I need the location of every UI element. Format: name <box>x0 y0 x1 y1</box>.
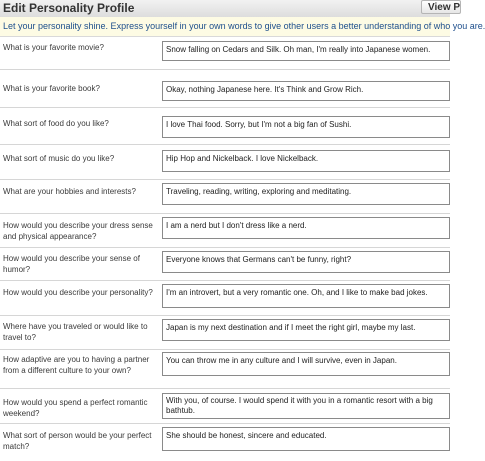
profile-row-travel <box>0 316 450 350</box>
question-label: How would you describe your personality? <box>3 288 153 297</box>
question-label: What sort of person would be your perfect match? <box>3 431 152 451</box>
profile-row-music <box>0 145 450 180</box>
profile-row-appearance <box>0 214 450 248</box>
favorite-music-input[interactable]: Hip Hop and Nickelback. I love Nickelback. <box>162 150 450 172</box>
favorite-movie-input[interactable]: Snow falling on Cedars and Silk. Oh man, I'm really into Japanese women. <box>162 41 450 61</box>
view-profile-button[interactable]: View P <box>421 0 461 14</box>
favorite-food-input[interactable]: I love Thai food. Sorry, but I'm not a big fan of Sushi. <box>162 116 450 138</box>
romantic-weekend-input[interactable]: With you, of course. I would spend it with you in a romantic resort with a big bathtub. <box>162 393 450 419</box>
travel-input[interactable]: Japan is my next destination and if I meet the right girl, maybe my last. <box>162 319 450 341</box>
intro-banner <box>0 17 485 37</box>
profile-row-match <box>0 424 450 461</box>
profile-row-hobbies <box>0 180 450 214</box>
favorite-book-input[interactable]: Okay, nothing Japanese here. It's Think and Grow Rich. <box>162 81 450 101</box>
question-label: How would you describe your sense of humor? <box>3 254 140 274</box>
profile-row-movie <box>0 37 450 70</box>
humor-input[interactable]: Everyone knows that Germans can't be funny, right? <box>162 251 450 273</box>
profile-row-book <box>0 70 450 108</box>
question-label: What is your favorite movie? <box>3 43 104 52</box>
intro-text: Let your personality shine. Express yourself in your own words to give other users a better understanding of who you are. <box>3 21 485 31</box>
profile-row-adaptive <box>0 350 450 389</box>
profile-row-weekend <box>0 389 450 424</box>
question-label: What are your hobbies and interests? <box>3 187 136 196</box>
question-label: What is your favorite book? <box>3 84 100 93</box>
question-label: How would you spend a perfect romantic weekend? <box>3 398 148 418</box>
page-title: Edit Personality Profile <box>3 1 135 15</box>
page-header <box>0 0 461 18</box>
profile-row-food <box>0 108 450 145</box>
adaptive-input[interactable]: You can throw me in any culture and I will survive, even in Japan. <box>162 352 450 376</box>
question-label: What sort of music do you like? <box>3 154 115 163</box>
question-label: Where have you traveled or would like to travel to? <box>3 322 148 342</box>
appearance-input[interactable]: I am a nerd but I don't dress like a nerd. <box>162 217 450 239</box>
perfect-match-input[interactable]: She should be honest, sincere and educated. <box>162 427 450 451</box>
personality-input[interactable]: I'm an introvert, but a very romantic one. Oh, and I like to make bad jokes. <box>162 284 450 308</box>
question-label: How would you describe your dress sense and physical appearance? <box>3 221 153 241</box>
profile-row-personality <box>0 281 450 316</box>
question-label: What sort of food do you like? <box>3 119 109 128</box>
hobbies-input[interactable]: Traveling, reading, writing, exploring and meditating. <box>162 183 450 205</box>
question-label: How adaptive are you to having a partner from a different culture to your own? <box>3 355 150 375</box>
profile-row-humor <box>0 248 450 281</box>
